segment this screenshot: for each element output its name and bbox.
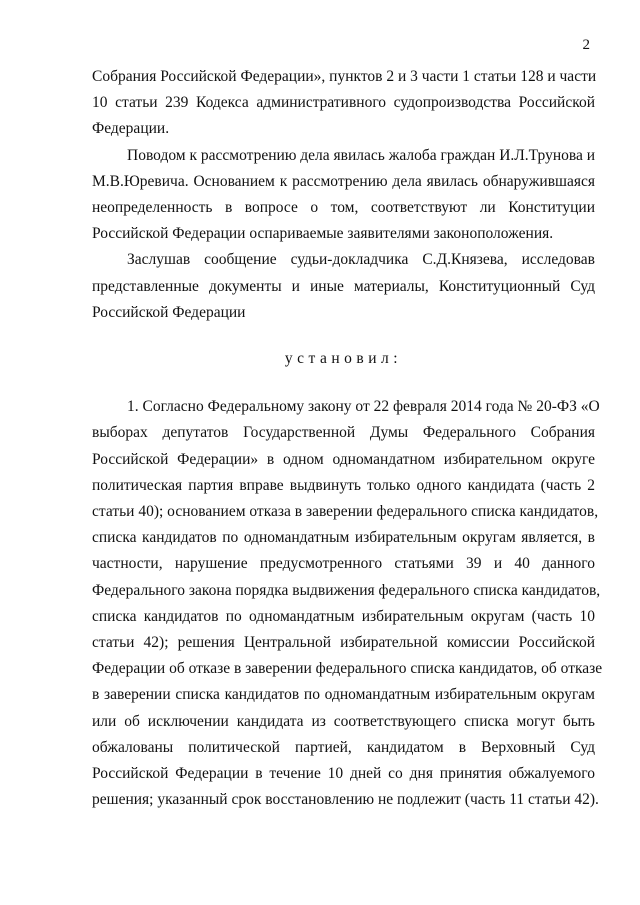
text-line: Собрания Российской Федерации», пунктов 2 и 3 части 1 статьи 128 и части — [92, 68, 597, 85]
text-line: представленные документы и иные материалы, Конституционный Суд — [92, 277, 595, 295]
paragraph-complaint — [92, 143, 595, 248]
text-line: решения; указанный срок восстановлению не подлежит (часть 11 статьи 42). — [92, 791, 599, 809]
paragraph-section-1 — [92, 394, 603, 813]
text-line: или об исключении кандидата из соответствующего списка могут быть — [92, 712, 595, 730]
text-line: Федерации. — [92, 120, 170, 138]
text-line: М.В.Юревича. Основанием к рассмотрению дела явилась обнаружившаяся — [92, 172, 595, 190]
text-line: Российской Федерации» в одном одномандатном избирательном округе — [92, 450, 595, 468]
paragraph-hearing — [92, 247, 595, 326]
section-heading: установил: — [284, 350, 403, 368]
document-body — [92, 64, 603, 813]
text-line: Федерального закона порядка выдвижения федерального списка кандидатов, — [92, 581, 601, 599]
text-line: списка кандидатов по одномандатным избирательным округам является, в — [92, 529, 595, 547]
text-line: Заслушав сообщение судьи-докладчика С.Д.Князева, исследовав — [127, 251, 595, 269]
text-line: Российской Федерации — [92, 303, 246, 321]
text-line: частности, нарушение предусмотренного статьями 39 и 40 данного — [92, 555, 595, 573]
text-line: списка кандидатов по одномандатным избирательным округам (часть 10 — [92, 607, 595, 625]
text-line: неопределенность в вопросе о том, соответствуют ли Конституции — [92, 199, 595, 217]
text-line: в заверении списка кандидатов по одномандатным избирательным округам — [92, 686, 595, 704]
page-number: 2 — [582, 37, 590, 53]
text-line: политическая партия вправе выдвинуть только одного кандидата (часть 2 — [92, 476, 595, 494]
paragraph-intro-continuation — [92, 64, 595, 143]
text-line: выборах депутатов Государственной Думы Федерального Собрания — [92, 424, 595, 442]
text-line: статьи 40); основанием отказа в заверении федерального списка кандидатов, — [92, 503, 599, 521]
text-line: обжалованы политической партией, кандидатом в Верховный Суд — [92, 738, 595, 756]
text-line: Поводом к рассмотрению дела явилась жалоба граждан И.Л.Трунова и — [127, 146, 596, 164]
text-line: Российской Федерации в течение 10 дней со дня принятия обжалуемого — [92, 765, 595, 783]
text-line: Российской Федерации оспариваемые заявителями законоположения. — [92, 225, 554, 243]
text-line: 10 статьи 239 Кодекса административного судопроизводства Российской — [92, 94, 595, 112]
text-line: статьи 42); решения Центральной избирательной комиссии Российской — [92, 634, 595, 652]
text-line: 1. Согласно Федеральному закону от 22 февраля 2014 года № 20-ФЗ «О — [127, 398, 600, 416]
text-line: Федерации об отказе в заверении федерального списка кандидатов, об отказе — [92, 660, 603, 678]
